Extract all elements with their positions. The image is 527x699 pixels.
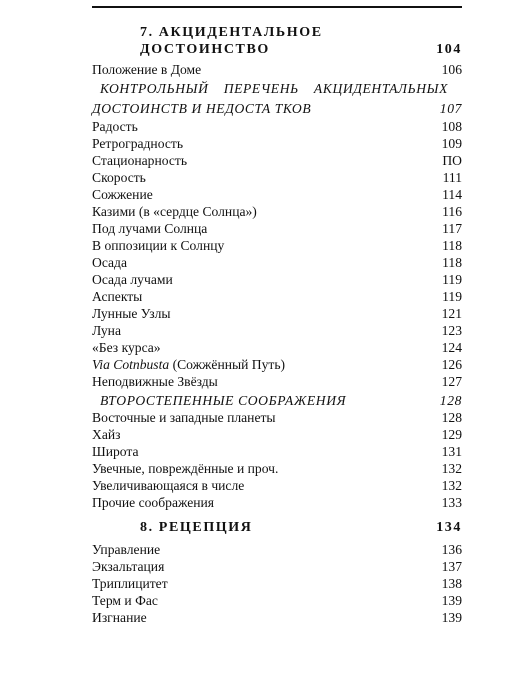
page-number: 108 <box>441 119 462 134</box>
page-number: 138 <box>441 576 462 591</box>
toc-entry <box>92 558 462 575</box>
toc-entry <box>92 118 462 135</box>
page-number: 126 <box>441 357 462 372</box>
page-number: 116 <box>442 204 462 219</box>
entry-title: Неподвижные Звёзды <box>92 374 218 389</box>
entry-title: Осада <box>92 255 127 270</box>
entry-title: Хайз <box>92 427 121 442</box>
toc-entry <box>92 152 462 169</box>
toc-entry <box>92 237 462 254</box>
entry-title-rest: (Сожжённый Путь) <box>169 357 286 372</box>
entry-title: Триплицитет <box>92 576 168 591</box>
toc-entry <box>92 186 462 203</box>
page-number: 128 <box>441 410 462 425</box>
page-number: 104 <box>436 42 462 57</box>
page-number: 119 <box>442 289 462 304</box>
entry-title-latin: Via Cotnbusta <box>92 357 170 372</box>
page-number: 118 <box>442 255 462 270</box>
page-number: 124 <box>441 340 462 355</box>
entry-title: Аспекты <box>92 289 143 304</box>
toc-entry <box>92 575 462 592</box>
entry-title: Ретроградность <box>92 136 184 151</box>
toc-entry <box>92 61 462 78</box>
page-number: 109 <box>441 136 462 151</box>
section-title-line-1: 7. АКЦИДЕНТАЛЬНОЕ <box>140 25 323 40</box>
page-number: 107 <box>439 101 462 116</box>
entry-title: «Без курса» <box>92 340 161 355</box>
toc-entry <box>92 592 462 609</box>
toc-entry <box>92 203 462 220</box>
toc-entry <box>92 494 462 511</box>
subheading-title: ВТОРОСТЕПЕННЫЕ СООБРАЖЕНИЯ <box>100 393 347 408</box>
section-heading-8 <box>92 519 462 536</box>
entry-title: Терм и Фас <box>92 593 158 608</box>
entry-title: Луна <box>92 323 121 338</box>
subheading-line-1: КОНТРОЛЬНЫЙ ПЕРЕЧЕНЬ АКЦИДЕНТАЛЬНЫХ <box>100 81 448 96</box>
secondary-heading <box>92 392 462 409</box>
toc-entry <box>92 254 462 271</box>
page-number: 118 <box>442 238 462 253</box>
toc-entry <box>92 135 462 152</box>
page-number: 117 <box>442 221 462 236</box>
toc-entry <box>92 460 462 477</box>
page-number: 128 <box>439 393 462 408</box>
entry-title: Изгнание <box>92 610 147 625</box>
section-title: 8. РЕЦЕПЦИЯ <box>140 520 253 535</box>
toc-entry <box>92 443 462 460</box>
page-number: 129 <box>441 427 462 442</box>
toc-entry <box>92 169 462 186</box>
page-number: 139 <box>441 610 462 625</box>
page-number: ПО <box>442 153 462 168</box>
page-number: 123 <box>441 323 462 338</box>
entry-title: Стационарность <box>92 153 188 168</box>
entry-title: Экзальтация <box>92 559 165 574</box>
toc-entry <box>92 356 462 373</box>
toc-entry <box>92 609 462 626</box>
subheading-line-2: ДОСТОИНСТВ И НЕДОСТА ТКОВ <box>92 101 312 116</box>
page-number: 139 <box>441 593 462 608</box>
page-number: 114 <box>442 187 462 202</box>
entry-title: Радость <box>92 119 138 134</box>
toc-entry <box>92 305 462 322</box>
page-number: 137 <box>441 559 462 574</box>
entry-title: Сожжение <box>92 187 153 202</box>
page-number: 131 <box>441 444 462 459</box>
entry-title: Увеличивающаяся в числе <box>92 478 245 493</box>
page-number: 106 <box>441 62 462 77</box>
toc-entry <box>92 339 462 356</box>
entry-title: Казими (в «сердце Солнца») <box>92 204 257 219</box>
entry-title: Широта <box>92 444 139 459</box>
page-number: 136 <box>441 542 462 557</box>
toc-entry <box>92 322 462 339</box>
toc-entry <box>92 541 462 558</box>
page-number: 121 <box>441 306 462 321</box>
page-number: 111 <box>442 170 462 185</box>
entry-title <box>92 356 285 373</box>
entry-title: Осада лучами <box>92 272 173 287</box>
toc-entry <box>92 373 462 390</box>
entry-title: Управление <box>92 542 161 557</box>
page-number: 133 <box>441 495 462 510</box>
page-number: 134 <box>436 520 462 535</box>
toc-entry <box>92 477 462 494</box>
entry-title: В оппозиции к Солнцу <box>92 238 225 253</box>
page-number: 132 <box>441 461 462 476</box>
entry-title: Увечные, повреждённые и проч. <box>92 461 279 476</box>
entry-title: Под лучами Солнца <box>92 221 208 236</box>
toc-entry <box>92 426 462 443</box>
toc-entry <box>92 288 462 305</box>
entry-title: Восточные и западные планеты <box>92 410 276 425</box>
page-number: 127 <box>441 374 462 389</box>
toc-entry <box>92 220 462 237</box>
page-number: 119 <box>442 272 462 287</box>
entry-title: Скорость <box>92 170 146 185</box>
section-heading-7-cont <box>92 41 462 58</box>
entry-title: Прочие соображения <box>92 495 215 510</box>
checklist-heading <box>92 80 462 97</box>
toc-entry <box>92 271 462 288</box>
entry-title: Лунные Узлы <box>92 306 171 321</box>
section-title-line-2: ДОСТОИНСТВО <box>140 42 270 57</box>
section-heading-7 <box>92 24 462 41</box>
top-rule <box>92 6 462 8</box>
toc-entry <box>92 409 462 426</box>
page-number: 132 <box>441 478 462 493</box>
checklist-heading-cont <box>92 100 462 117</box>
entry-title: Положение в Доме <box>92 62 202 77</box>
